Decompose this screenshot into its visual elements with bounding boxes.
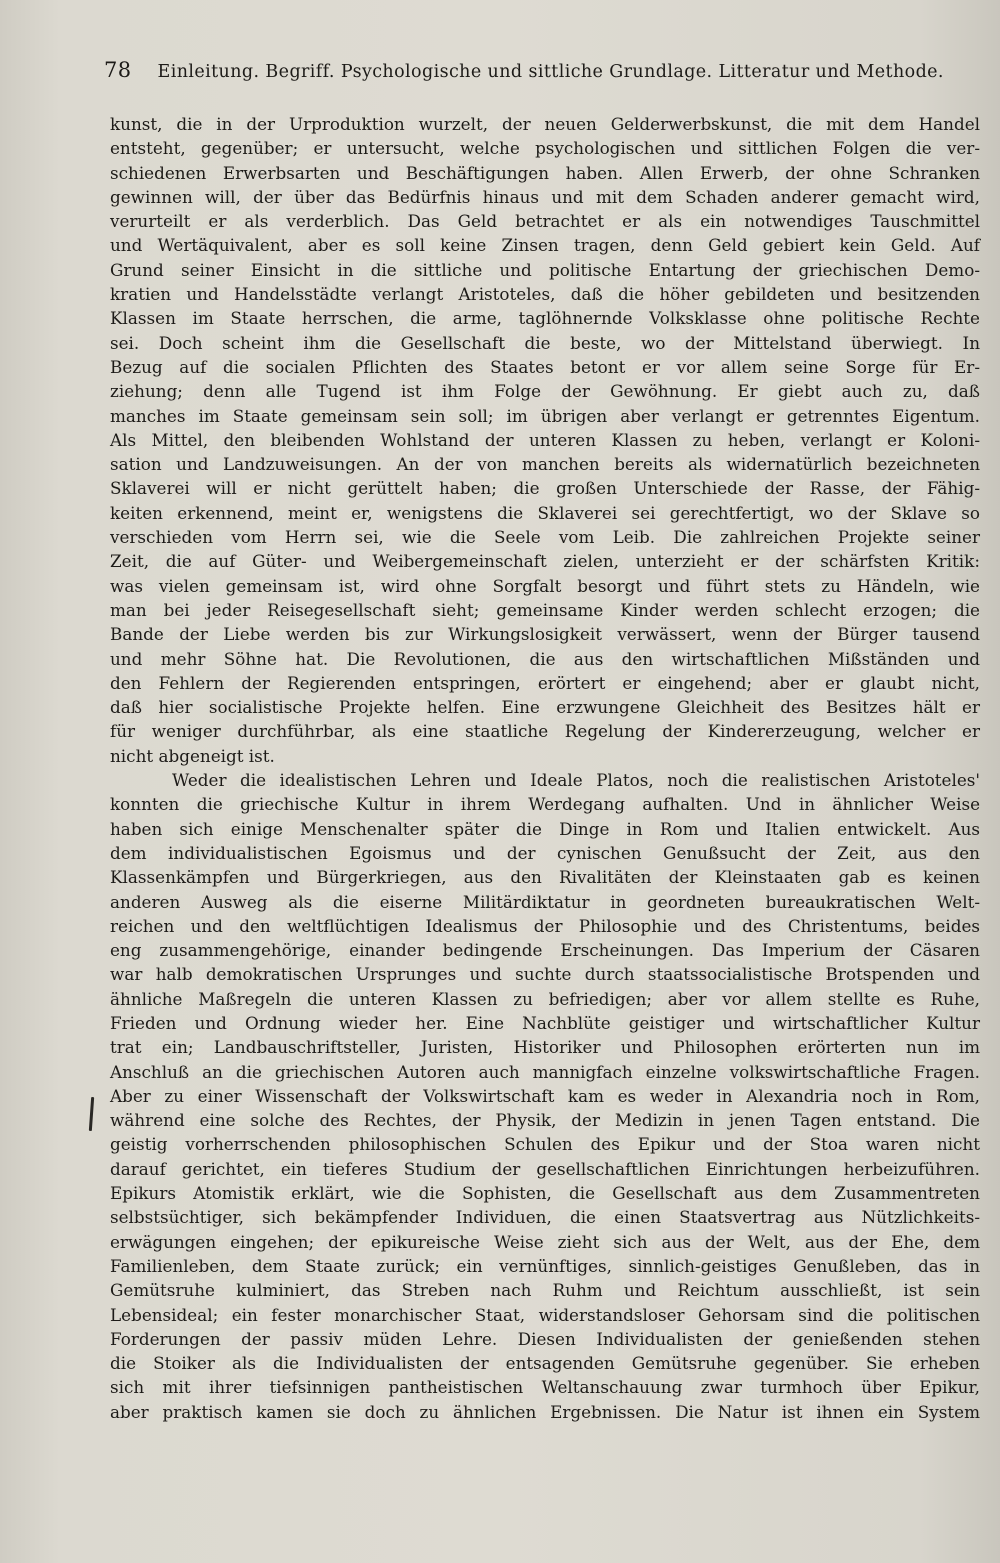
text-line: entsteht, gegenüber; er untersucht, welche psychologischen und sittlichen Folgen die ver-	[110, 138, 980, 159]
text-line: selbstsüchtiger, sich bekämpfender Individuen, die einen Staatsvertrag aus Nützlichkeits-	[110, 1207, 980, 1228]
text-line: und Wertäquivalent, aber es soll keine Zinsen tragen, denn Geld gebiert kein Geld. Auf	[110, 235, 980, 256]
text-line: Klassen im Staate herrschen, die arme, taglöhnernde Volksklasse ohne politische Rechte	[110, 308, 980, 329]
running-title: Einleitung. Begriff. Psychologische und sittliche Grundlage. Litteratur und Methode.	[157, 62, 944, 82]
text-line: gewinnen will, der über das Bedürfnis hinaus und mit dem Schaden anderer gemacht wird,	[110, 186, 980, 207]
text-line: darauf gerichtet, ein tieferes Studium der gesellschaftlichen Einrichtungen herbeizuführen.	[110, 1158, 980, 1179]
text-line: eng zusammengehörige, einander bedingende Erscheinungen. Das Imperium der Cäsaren	[110, 940, 980, 961]
text-line: während eine solche des Rechtes, der Physik, der Medizin in jenen Tagen entstand. Die	[110, 1110, 980, 1131]
text-line: nicht abgeneigt ist.	[110, 745, 275, 766]
text-line: war halb demokratischen Ursprunges und suchte durch staatssocialistische Brotspenden und	[110, 964, 980, 985]
text-line: für weniger durchführbar, als eine staatliche Regelung der Kindererzeugung, welcher er	[110, 721, 980, 742]
text-line: haben sich einige Menschenalter später die Dinge in Rom und Italien entwickelt. Aus	[110, 818, 980, 839]
text-line: man bei jeder Reisegesellschaft sieht; gemeinsame Kinder werden schlecht erzogen; die	[110, 599, 980, 620]
text-line: Gemütsruhe kulminiert, das Streben nach Ruhm und Reichtum ausschließt, ist sein	[110, 1280, 980, 1301]
text-line: ähnliche Maßregeln die unteren Klassen zu befriedigen; aber vor allem stellte es Ruhe,	[110, 988, 980, 1009]
text-line: Sklaverei will er nicht gerüttelt haben; die großen Unterschiede der Rasse, der Fähig-	[110, 478, 980, 499]
text-line: Familienleben, dem Staate zurück; ein vernünftiges, sinnlich-geistiges Genußleben, das in	[110, 1255, 980, 1276]
text-line: schiedenen Erwerbsarten und Beschäftigungen haben. Allen Erwerb, der ohne Schranken	[110, 162, 980, 183]
text-line: Bande der Liebe werden bis zur Wirkungslosigkeit verwässert, wenn der Bürger tausend	[110, 624, 980, 645]
text-line: sich mit ihrer tiefsinnigen pantheistischen Weltanschauung zwar turmhoch über Epikur,	[110, 1377, 980, 1398]
text-line: den Fehlern der Regierenden entspringen, erörtert er eingehend; aber er glaubt nicht,	[110, 672, 980, 693]
text-line: konnten die griechische Kultur in ihrem Werdegang aufhalten. Und in ähnlicher Weise	[110, 794, 980, 815]
text-line: kunst, die in der Urproduktion wurzelt, der neuen Gelderwerbskunst, die mit dem Handel	[110, 114, 980, 134]
text-line: geistig vorherrschenden philosophischen Schulen des Epikur und der Stoa waren nicht	[110, 1134, 980, 1155]
text-line: sei. Doch scheint ihm die Gesellschaft die beste, wo der Mittelstand überwiegt. In	[110, 332, 980, 353]
margin-pencil-mark	[89, 1097, 94, 1131]
text-line: Zeit, die auf Güter- und Weibergemeinschaft zielen, unterzieht er der schärfsten Kritik:	[110, 551, 980, 572]
text-line: Klassenkämpfen und Bürgerkriegen, aus den Rivalitäten der Kleinstaaten gab es keinen	[110, 867, 980, 888]
text-line: verschieden vom Herrn sei, wie die Seele vom Leib. Die zahlreichen Projekte seiner	[110, 527, 980, 548]
text-line: Lebensideal; ein fester monarchischer Staat, widerstandsloser Gehorsam sind die politischen	[110, 1304, 980, 1325]
text-line: kratien und Handelsstädte verlangt Aristoteles, daß die höher gebildeten und besitzenden	[110, 284, 980, 305]
text-line: anderen Ausweg als die eiserne Militärdiktatur in geordneten bureaukratischen Welt-	[110, 891, 980, 912]
text-line: Weder die idealistischen Lehren und Ideale Platos, noch die realistischen Aristoteles'	[172, 770, 980, 791]
paragraph	[110, 112, 980, 768]
text-line: Bezug auf die socialen Pflichten des Staates betont er vor allem seine Sorge für Er-	[110, 356, 980, 377]
text-line: sation und Landzuweisungen. An der von manchen bereits als widernatürlich bezeichneten	[110, 454, 980, 475]
text-line: Anschluß an die griechischen Autoren auch mannigfach einzelne volkswirtschaftliche Fragen.	[110, 1061, 980, 1082]
text-line: Forderungen der passiv müden Lehre. Diesen Individualisten der genießenden stehen	[110, 1328, 980, 1349]
text-line: verurteilt er als verderblich. Das Geld betrachtet er als ein notwendiges Tauschmittel	[110, 211, 980, 232]
text-line: dem individualistischen Egoismus und der cynischen Genußsucht der Zeit, aus den	[110, 842, 980, 863]
paragraph	[110, 768, 980, 1424]
text-line: daß hier socialistische Projekte helfen. Eine erzwungene Gleichheit des Besitzes hält er	[110, 697, 980, 718]
text-line: ziehung; denn alle Tugend ist ihm Folge der Gewöhnung. Er giebt auch zu, daß	[110, 381, 980, 402]
text-line: keiten erkennend, meint er, wenigstens die Sklaverei sei gerechtfertigt, wo der Sklave so	[110, 502, 980, 523]
text-line: aber praktisch kamen sie doch zu ähnlichen Ergebnissen. Die Natur ist ihnen ein System	[110, 1401, 980, 1422]
text-line: trat ein; Landbauschriftsteller, Juristen, Historiker und Philosophen erörterten nun im	[110, 1037, 980, 1058]
text-line: die Stoiker als die Individualisten der entsagenden Gemütsruhe gegenüber. Sie erheben	[110, 1353, 980, 1374]
text-line: was vielen gemeinsam ist, wird ohne Sorgfalt besorgt und führt stets zu Händeln, wie	[110, 575, 980, 596]
body-text	[110, 112, 980, 1424]
text-line: erwägungen eingehen; der epikureische Weise zieht sich aus der Welt, aus der Ehe, dem	[110, 1231, 980, 1252]
text-line: und mehr Söhne hat. Die Revolutionen, die aus den wirtschaftlichen Mißständen und	[110, 648, 980, 669]
running-header	[104, 58, 944, 90]
text-line: Als Mittel, den bleibenden Wohlstand der unteren Klassen zu heben, verlangt er Koloni-	[110, 429, 980, 450]
text-line: Epikurs Atomistik erklärt, wie die Sophisten, die Gesellschaft aus dem Zusammentreten	[110, 1183, 980, 1204]
text-line: manches im Staate gemeinsam sein soll; im übrigen aber verlangt er getrenntes Eigentum.	[110, 405, 980, 426]
text-line: Frieden und Ordnung wieder her. Eine Nachblüte geistiger und wirtschaftlicher Kultur	[110, 1012, 980, 1033]
text-line: Aber zu einer Wissenschaft der Volkswirtschaft kam es weder in Alexandria noch in Rom,	[110, 1085, 980, 1106]
text-line: reichen und den weltflüchtigen Idealismus der Philosophie und des Christentums, beides	[110, 915, 980, 936]
page-number: 78	[104, 58, 132, 82]
text-line: Grund seiner Einsicht in die sittliche und politische Entartung der griechischen Demo-	[110, 259, 980, 280]
